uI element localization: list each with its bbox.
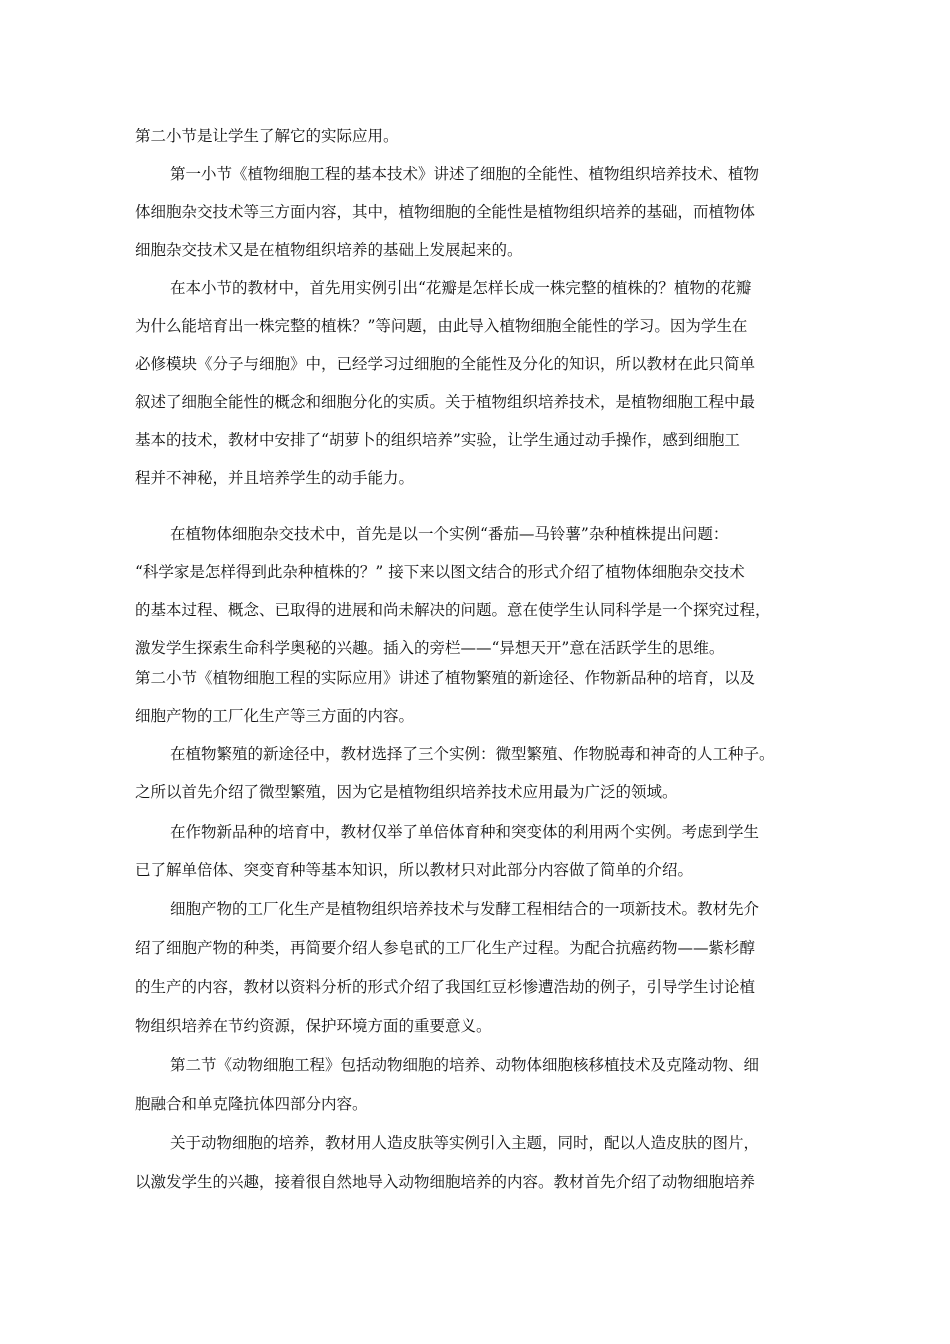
text-line: 体细胞杂交技术等三方面内容，其中，植物细胞的全能性是植物组织培养的基础，而植物体 — [135, 203, 756, 221]
paragraph-start: 第一小节《植物细胞工程的基本技术》讲述了细胞的全能性、植物组织培养技术、植物 — [170, 165, 760, 183]
text-line: 程并不神秘，并且培养学生的动手能力。 — [135, 469, 415, 487]
text-line: 细胞杂交技术又是在植物组织培养的基础上发展起来的。 — [135, 241, 523, 259]
paragraph-start: 第二节《动物细胞工程》包括动物细胞的培养、动物体细胞核移植技术及克隆动物、细 — [170, 1056, 760, 1074]
paragraph-start: 在植物繁殖的新途径中，教材选择了三个实例：微型繁殖、作物脱毒和神奇的人工种子。 — [170, 745, 775, 763]
text-line: 必修模块《分子与细胞》中，已经学习过细胞的全能性及分化的知识，所以教材在此只简单 — [135, 355, 756, 373]
text-line: 之所以首先介绍了微型繁殖，因为它是植物组织培养技术应用最为广泛的领域。 — [135, 783, 678, 801]
text-line: 叙述了细胞全能性的概念和细胞分化的实质。关于植物组织培养技术，是植物细胞工程中最 — [135, 393, 756, 411]
text-line: “科学家是怎样得到此杂种植株的？” 接下来以图文结合的形式介绍了植物体细胞杂交技术 — [135, 563, 745, 581]
text-line: 第二小节《植物细胞工程的实际应用》讲述了植物繁殖的新途径、作物新品种的培育，以及 — [135, 669, 756, 687]
paragraph-start: 细胞产物的工厂化生产是植物组织培养技术与发酵工程相结合的一项新技术。教材先介 — [170, 900, 760, 918]
text-line: 绍了细胞产物的种类，再简要介绍人参皂甙的工厂化生产过程。为配合抗癌药物——紫杉醇 — [135, 939, 756, 957]
text-line: 激发学生探索生命科学奥秘的兴趣。插入的旁栏——“异想天开”意在活跃学生的思维。 — [135, 639, 725, 657]
paragraph-start: 在植物体细胞杂交技术中，首先是以一个实例“番茄—马铃薯”杂种植株提出问题： — [170, 525, 729, 543]
text-line: 的基本过程、概念、已取得的进展和尚未解决的问题。意在使学生认同科学是一个探究过程， — [135, 601, 771, 619]
text-line: 以激发学生的兴趣，接着很自然地导入动物细胞培养的内容。教材首先介绍了动物细胞培养 — [135, 1173, 756, 1191]
paragraph-start: 在作物新品种的培育中，教材仅举了单倍体育种和突变体的利用两个实例。考虑到学生 — [170, 823, 760, 841]
text-line: 的生产的内容，教材以资料分析的形式介绍了我国红豆杉惨遭浩劫的例子，引导学生讨论植 — [135, 978, 756, 996]
text-line: 基本的技术，教材中安排了“胡萝卜的组织培养”实验，让学生通过动手操作，感到细胞工 — [135, 431, 740, 449]
text-line: 已了解单倍体、突变育种等基本知识，所以教材只对此部分内容做了简单的介绍。 — [135, 861, 694, 879]
text-line: 第二小节是让学生了解它的实际应用。 — [135, 127, 399, 145]
text-line: 胞融合和单克隆抗体四部分内容。 — [135, 1095, 368, 1113]
paragraph-start: 在本小节的教材中，首先用实例引出“花瓣是怎样长成一株完整的植株的？植物的花瓣 — [170, 279, 752, 297]
text-line: 细胞产物的工厂化生产等三方面的内容。 — [135, 707, 415, 725]
text-line: 为什么能培育出一株完整的植株？”等问题，由此导入植物细胞全能性的学习。因为学生在 — [135, 317, 748, 335]
paragraph-start: 关于动物细胞的培养，教材用人造皮肤等实例引入主题，同时，配以人造皮肤的图片， — [170, 1134, 760, 1152]
text-line: 物组织培养在节约资源，保护环境方面的重要意义。 — [135, 1017, 492, 1035]
